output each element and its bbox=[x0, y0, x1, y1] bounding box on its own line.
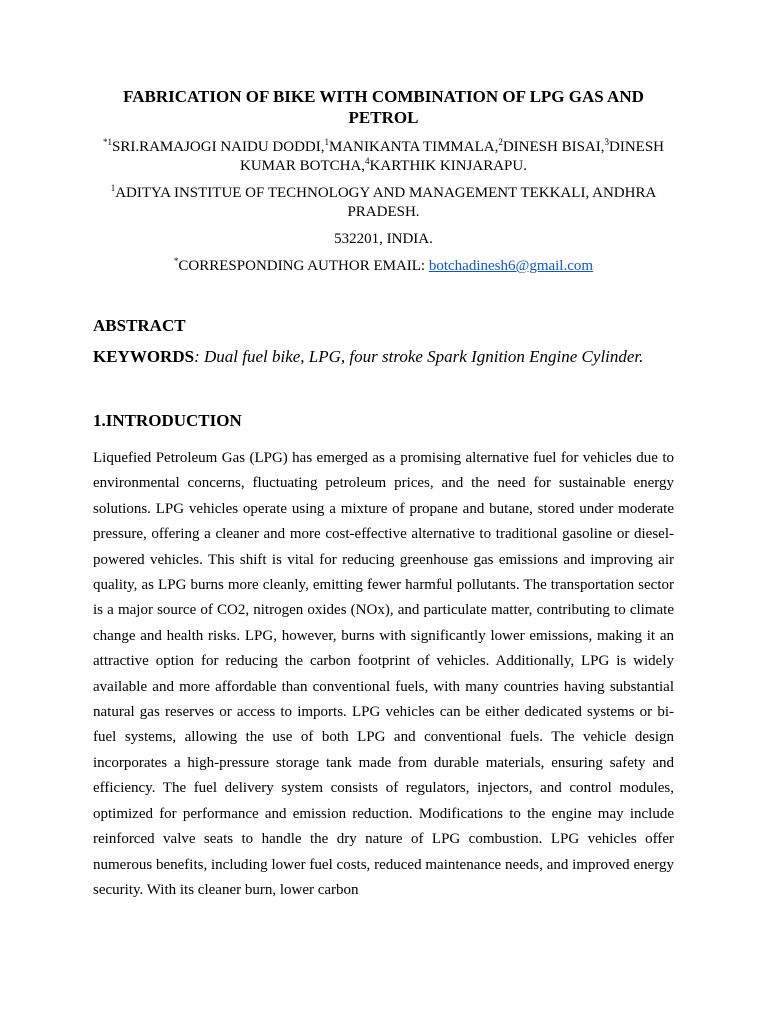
keywords-label: KEYWORDS bbox=[93, 347, 195, 366]
author-5-sup: 4 bbox=[365, 156, 370, 166]
affiliation-pincode: 532201, INDIA. bbox=[334, 231, 433, 247]
author-2-sup: 1 bbox=[324, 137, 329, 147]
corresponding-sup: * bbox=[173, 256, 179, 266]
corresponding-label: CORRESPONDING AUTHOR EMAIL: bbox=[178, 258, 429, 274]
author-3-name: DINESH BISAI, bbox=[502, 139, 605, 155]
author-2-name: MANIKANTA TIMMALA, bbox=[328, 139, 499, 155]
author-1-name: SRI.RAMAJOGI NAIDU DODDI, bbox=[111, 139, 325, 155]
introduction-paragraph: Liquefied Petroleum Gas (LPG) has emerged as a promising alternative fuel for vehicles due to environmental concerns, fluctuating petroleum prices, and the need for sustainable energy solutions. LPG vehicles operate using a mixture of propane and butane, stored under moderate pressure, offering a cleaner and more cost-effective alternative to traditional gasoline or diesel-powered vehicles. This shift is vital for reducing greenhouse gas emissions and improving air quality, as LPG burns more cleanly, emitting fewer harmful pollutants. The transportation sector is a major source of CO2, nitrogen oxides (NOx), and particulate matter, contributing to climate change and health risks. LPG, however, burns with significantly lower emissions, making it an attractive option for reducing the carbon footprint of vehicles. Additionally, LPG is widely available and more affordable than conventional fuels, with many countries having substantial natural gas reserves or access to imports. LPG vehicles can be either dedicated systems or bi-fuel systems, allowing the use of both LPG and conventional fuels. The vehicle design incorporates a high-pressure storage tank made from durable materials, ensuring safety and efficiency. The fuel delivery system consists of regulators, injectors, and control modules, optimized for performance and emission reduction. Modifications to the engine may include reinforced valve seats to handle the dry nature of LPG combustion. LPG vehicles offer numerous benefits, including lower fuel costs, reduced maintenance needs, and improved energy security. With its cleaner burn, lower carbon bbox=[93, 450, 674, 898]
author-4-name: DINESH KUMAR BOTCHA, bbox=[240, 139, 665, 174]
introduction-heading: 1.INTRODUCTION bbox=[93, 411, 242, 430]
author-3-sup: 2 bbox=[498, 137, 503, 147]
author-1-sup: *1 bbox=[102, 137, 112, 147]
affiliation-sup: 1 bbox=[110, 183, 116, 193]
corresponding-author bbox=[93, 257, 674, 276]
author-list bbox=[93, 138, 674, 176]
paper-title: FABRICATION OF BIKE WITH COMBINATION OF LPG GAS AND PETROL bbox=[123, 87, 644, 127]
affiliation-text: ADITYA INSTITUE OF TECHNOLOGY AND MANAGEMENT TEKKALI, ANDHRA PRADESH. bbox=[115, 185, 657, 220]
corresponding-email-link[interactable]: botchadinesh6@gmail.com bbox=[428, 258, 594, 274]
keywords-text: : Dual fuel bike, LPG, four stroke Spark Ignition Engine Cylinder. bbox=[194, 347, 644, 366]
author-5-name: KARTHIK KINJARAPU. bbox=[369, 158, 527, 174]
abstract-heading: ABSTRACT bbox=[93, 316, 186, 335]
affiliation bbox=[93, 184, 674, 222]
author-4-sup: 3 bbox=[604, 137, 610, 147]
keywords bbox=[93, 346, 674, 367]
